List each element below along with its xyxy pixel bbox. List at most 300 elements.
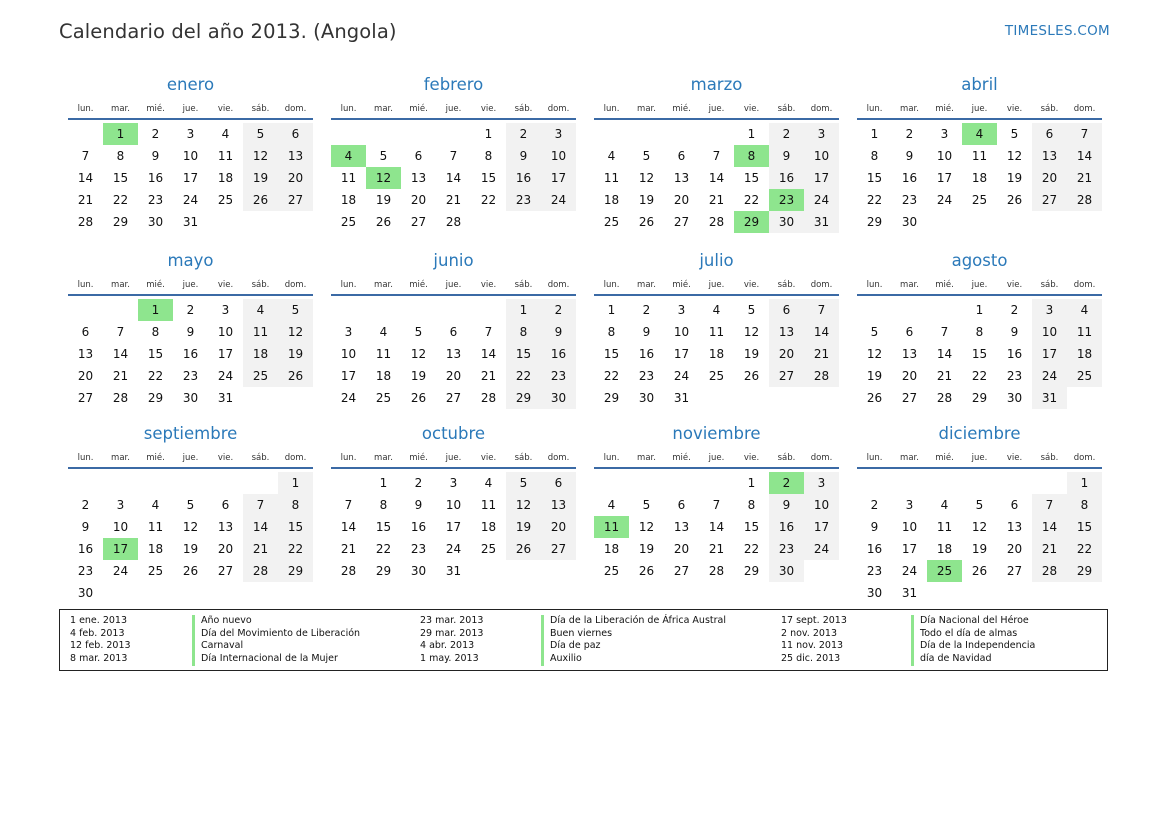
day-cell[interactable]: 14 — [112, 347, 129, 361]
day-cell[interactable]: 24 — [1032, 365, 1067, 387]
day-cell[interactable]: 10 — [804, 494, 839, 516]
day-cell[interactable]: 23 — [769, 538, 804, 560]
day-cell[interactable]: 17 — [541, 167, 576, 189]
day-cell[interactable]: 14 — [804, 321, 839, 343]
day-cell[interactable]: 23 — [866, 564, 883, 578]
day-cell[interactable]: 3 — [804, 123, 839, 145]
day-cell[interactable]: 11 — [1067, 321, 1102, 343]
holiday-day-cell[interactable]: 12 — [366, 167, 401, 189]
day-cell[interactable]: 13 — [278, 145, 313, 167]
day-cell[interactable]: 18 — [480, 520, 497, 534]
day-cell[interactable]: 30 — [410, 564, 427, 578]
day-cell[interactable]: 11 — [340, 171, 357, 185]
day-cell[interactable]: 20 — [901, 369, 918, 383]
day-cell[interactable]: 21 — [480, 369, 497, 383]
day-cell[interactable]: 31 — [804, 211, 839, 233]
day-cell[interactable]: 15 — [603, 347, 620, 361]
day-cell[interactable]: 27 — [278, 189, 313, 211]
day-cell[interactable]: 23 — [1006, 369, 1023, 383]
day-cell[interactable]: 9 — [151, 149, 160, 163]
day-cell[interactable]: 29 — [1067, 560, 1102, 582]
day-cell[interactable]: 21 — [936, 369, 953, 383]
day-cell[interactable]: 5 — [186, 498, 195, 512]
day-cell[interactable]: 18 — [243, 343, 278, 365]
day-cell[interactable]: 23 — [638, 369, 655, 383]
day-cell[interactable]: 30 — [77, 586, 94, 600]
holiday-day-cell[interactable]: 29 — [734, 211, 769, 233]
day-cell[interactable]: 11 — [708, 325, 725, 339]
day-cell[interactable]: 20 — [410, 193, 427, 207]
day-cell[interactable]: 2 — [541, 299, 576, 321]
day-cell[interactable]: 22 — [743, 193, 760, 207]
holiday-day-cell[interactable]: 23 — [769, 189, 804, 211]
day-cell[interactable]: 8 — [484, 149, 493, 163]
day-cell[interactable]: 5 — [278, 299, 313, 321]
day-cell[interactable]: 10 — [1032, 321, 1067, 343]
day-cell[interactable]: 10 — [541, 145, 576, 167]
day-cell[interactable]: 29 — [866, 215, 883, 229]
day-cell[interactable]: 24 — [901, 564, 918, 578]
day-cell[interactable]: 28 — [77, 215, 94, 229]
day-cell[interactable]: 16 — [182, 347, 199, 361]
day-cell[interactable]: 29 — [743, 564, 760, 578]
day-cell[interactable]: 3 — [449, 476, 458, 490]
day-cell[interactable]: 18 — [971, 171, 988, 185]
day-cell[interactable]: 31 — [1032, 387, 1067, 409]
day-cell[interactable]: 24 — [182, 193, 199, 207]
day-cell[interactable]: 8 — [975, 325, 984, 339]
day-cell[interactable]: 25 — [147, 564, 164, 578]
day-cell[interactable]: 13 — [445, 347, 462, 361]
day-cell[interactable]: 15 — [147, 347, 164, 361]
day-cell[interactable]: 15 — [971, 347, 988, 361]
day-cell[interactable]: 24 — [936, 193, 953, 207]
day-cell[interactable]: 4 — [379, 325, 388, 339]
day-cell[interactable]: 29 — [971, 391, 988, 405]
day-cell[interactable]: 8 — [379, 498, 388, 512]
day-cell[interactable]: 7 — [116, 325, 125, 339]
day-cell[interactable]: 9 — [81, 520, 90, 534]
day-cell[interactable]: 26 — [243, 189, 278, 211]
holiday-day-cell[interactable]: 11 — [594, 516, 629, 538]
day-cell[interactable]: 1 — [975, 303, 984, 317]
day-cell[interactable]: 23 — [506, 189, 541, 211]
day-cell[interactable]: 27 — [1006, 564, 1023, 578]
day-cell[interactable]: 15 — [278, 516, 313, 538]
day-cell[interactable]: 5 — [870, 325, 879, 339]
day-cell[interactable]: 30 — [541, 387, 576, 409]
day-cell[interactable]: 25 — [971, 193, 988, 207]
day-cell[interactable]: 6 — [541, 472, 576, 494]
day-cell[interactable]: 19 — [971, 542, 988, 556]
holiday-day-cell[interactable]: 2 — [769, 472, 804, 494]
day-cell[interactable]: 21 — [243, 538, 278, 560]
day-cell[interactable]: 27 — [1032, 189, 1067, 211]
holiday-day-cell[interactable]: 4 — [962, 123, 997, 145]
day-cell[interactable]: 4 — [607, 149, 616, 163]
day-cell[interactable]: 7 — [712, 498, 721, 512]
day-cell[interactable]: 5 — [975, 498, 984, 512]
day-cell[interactable]: 18 — [603, 542, 620, 556]
day-cell[interactable]: 27 — [769, 365, 804, 387]
day-cell[interactable]: 11 — [603, 171, 620, 185]
day-cell[interactable]: 15 — [506, 343, 541, 365]
day-cell[interactable]: 9 — [905, 149, 914, 163]
day-cell[interactable]: 16 — [410, 520, 427, 534]
day-cell[interactable]: 12 — [182, 520, 199, 534]
day-cell[interactable]: 17 — [182, 171, 199, 185]
day-cell[interactable]: 19 — [638, 193, 655, 207]
day-cell[interactable]: 20 — [673, 193, 690, 207]
day-cell[interactable]: 11 — [480, 498, 497, 512]
day-cell[interactable]: 18 — [147, 542, 164, 556]
day-cell[interactable]: 18 — [603, 193, 620, 207]
day-cell[interactable]: 13 — [901, 347, 918, 361]
day-cell[interactable]: 22 — [1067, 538, 1102, 560]
day-cell[interactable]: 21 — [1032, 538, 1067, 560]
day-cell[interactable]: 2 — [81, 498, 90, 512]
day-cell[interactable]: 1 — [747, 127, 756, 141]
day-cell[interactable]: 29 — [506, 387, 541, 409]
day-cell[interactable]: 1 — [1067, 472, 1102, 494]
day-cell[interactable]: 23 — [147, 193, 164, 207]
day-cell[interactable]: 1 — [379, 476, 388, 490]
day-cell[interactable]: 28 — [243, 560, 278, 582]
day-cell[interactable]: 29 — [112, 215, 129, 229]
day-cell[interactable]: 8 — [747, 498, 756, 512]
day-cell[interactable]: 21 — [708, 542, 725, 556]
day-cell[interactable]: 15 — [743, 520, 760, 534]
day-cell[interactable]: 13 — [541, 494, 576, 516]
day-cell[interactable]: 11 — [217, 149, 234, 163]
day-cell[interactable]: 16 — [769, 167, 804, 189]
day-cell[interactable]: 22 — [112, 193, 129, 207]
day-cell[interactable]: 31 — [445, 564, 462, 578]
day-cell[interactable]: 3 — [116, 498, 125, 512]
day-cell[interactable]: 2 — [506, 123, 541, 145]
day-cell[interactable]: 2 — [151, 127, 160, 141]
day-cell[interactable]: 13 — [673, 171, 690, 185]
day-cell[interactable]: 7 — [804, 299, 839, 321]
day-cell[interactable]: 6 — [221, 498, 230, 512]
day-cell[interactable]: 13 — [77, 347, 94, 361]
day-cell[interactable]: 26 — [506, 538, 541, 560]
day-cell[interactable]: 21 — [804, 343, 839, 365]
day-cell[interactable]: 20 — [769, 343, 804, 365]
day-cell[interactable]: 30 — [769, 211, 804, 233]
day-cell[interactable]: 31 — [673, 391, 690, 405]
day-cell[interactable]: 10 — [673, 325, 690, 339]
day-cell[interactable]: 6 — [1010, 498, 1019, 512]
day-cell[interactable]: 14 — [340, 520, 357, 534]
day-cell[interactable]: 4 — [151, 498, 160, 512]
day-cell[interactable]: 28 — [1032, 560, 1067, 582]
day-cell[interactable]: 12 — [243, 145, 278, 167]
day-cell[interactable]: 6 — [81, 325, 90, 339]
day-cell[interactable]: 4 — [221, 127, 230, 141]
day-cell[interactable]: 30 — [866, 586, 883, 600]
day-cell[interactable]: 26 — [278, 365, 313, 387]
day-cell[interactable]: 15 — [866, 171, 883, 185]
day-cell[interactable]: 20 — [278, 167, 313, 189]
day-cell[interactable]: 27 — [217, 564, 234, 578]
day-cell[interactable]: 4 — [243, 299, 278, 321]
day-cell[interactable]: 22 — [743, 542, 760, 556]
day-cell[interactable]: 19 — [743, 347, 760, 361]
day-cell[interactable]: 12 — [278, 321, 313, 343]
day-cell[interactable]: 5 — [1010, 127, 1019, 141]
day-cell[interactable]: 1 — [747, 476, 756, 490]
day-cell[interactable]: 15 — [112, 171, 129, 185]
day-cell[interactable]: 29 — [147, 391, 164, 405]
day-cell[interactable]: 26 — [410, 391, 427, 405]
day-cell[interactable]: 23 — [901, 193, 918, 207]
day-cell[interactable]: 19 — [243, 167, 278, 189]
day-cell[interactable]: 7 — [449, 149, 458, 163]
day-cell[interactable]: 9 — [870, 520, 879, 534]
day-cell[interactable]: 22 — [603, 369, 620, 383]
day-cell[interactable]: 20 — [1032, 167, 1067, 189]
day-cell[interactable]: 31 — [217, 391, 234, 405]
day-cell[interactable]: 28 — [708, 564, 725, 578]
day-cell[interactable]: 26 — [638, 564, 655, 578]
day-cell[interactable]: 13 — [1032, 145, 1067, 167]
day-cell[interactable]: 31 — [182, 215, 199, 229]
day-cell[interactable]: 30 — [769, 560, 804, 582]
holiday-day-cell[interactable]: 1 — [103, 123, 138, 145]
day-cell[interactable]: 11 — [375, 347, 392, 361]
day-cell[interactable]: 9 — [186, 325, 195, 339]
day-cell[interactable]: 4 — [1067, 299, 1102, 321]
day-cell[interactable]: 21 — [708, 193, 725, 207]
day-cell[interactable]: 18 — [375, 369, 392, 383]
day-cell[interactable]: 30 — [1006, 391, 1023, 405]
day-cell[interactable]: 24 — [673, 369, 690, 383]
day-cell[interactable]: 30 — [901, 215, 918, 229]
day-cell[interactable]: 19 — [182, 542, 199, 556]
day-cell[interactable]: 20 — [541, 516, 576, 538]
day-cell[interactable]: 7 — [484, 325, 493, 339]
day-cell[interactable]: 26 — [375, 215, 392, 229]
day-cell[interactable]: 17 — [936, 171, 953, 185]
day-cell[interactable]: 6 — [677, 149, 686, 163]
day-cell[interactable]: 12 — [743, 325, 760, 339]
day-cell[interactable]: 17 — [804, 516, 839, 538]
day-cell[interactable]: 5 — [642, 149, 651, 163]
day-cell[interactable]: 8 — [607, 325, 616, 339]
day-cell[interactable]: 14 — [243, 516, 278, 538]
day-cell[interactable]: 3 — [186, 127, 195, 141]
day-cell[interactable]: 4 — [712, 303, 721, 317]
day-cell[interactable]: 30 — [638, 391, 655, 405]
day-cell[interactable]: 25 — [243, 365, 278, 387]
day-cell[interactable]: 29 — [603, 391, 620, 405]
day-cell[interactable]: 6 — [905, 325, 914, 339]
day-cell[interactable]: 3 — [804, 472, 839, 494]
day-cell[interactable]: 25 — [375, 391, 392, 405]
day-cell[interactable]: 6 — [769, 299, 804, 321]
day-cell[interactable]: 22 — [866, 193, 883, 207]
day-cell[interactable]: 9 — [769, 494, 804, 516]
day-cell[interactable]: 16 — [77, 542, 94, 556]
day-cell[interactable]: 17 — [217, 347, 234, 361]
day-cell[interactable]: 10 — [936, 149, 953, 163]
day-cell[interactable]: 28 — [708, 215, 725, 229]
day-cell[interactable]: 9 — [1010, 325, 1019, 339]
day-cell[interactable]: 20 — [77, 369, 94, 383]
day-cell[interactable]: 10 — [217, 325, 234, 339]
day-cell[interactable]: 5 — [506, 472, 541, 494]
day-cell[interactable]: 18 — [217, 171, 234, 185]
day-cell[interactable]: 7 — [1067, 123, 1102, 145]
day-cell[interactable]: 10 — [112, 520, 129, 534]
day-cell[interactable]: 20 — [673, 542, 690, 556]
day-cell[interactable]: 3 — [940, 127, 949, 141]
day-cell[interactable]: 18 — [1067, 343, 1102, 365]
day-cell[interactable]: 16 — [1006, 347, 1023, 361]
day-cell[interactable]: 8 — [151, 325, 160, 339]
day-cell[interactable]: 1 — [278, 472, 313, 494]
day-cell[interactable]: 22 — [480, 193, 497, 207]
day-cell[interactable]: 19 — [506, 516, 541, 538]
day-cell[interactable]: 29 — [375, 564, 392, 578]
day-cell[interactable]: 3 — [221, 303, 230, 317]
day-cell[interactable]: 17 — [1032, 343, 1067, 365]
day-cell[interactable]: 14 — [708, 520, 725, 534]
day-cell[interactable]: 12 — [1006, 149, 1023, 163]
holiday-day-cell[interactable]: 25 — [927, 560, 962, 582]
day-cell[interactable]: 25 — [708, 369, 725, 383]
day-cell[interactable]: 19 — [410, 369, 427, 383]
day-cell[interactable]: 9 — [769, 145, 804, 167]
day-cell[interactable]: 24 — [217, 369, 234, 383]
day-cell[interactable]: 24 — [541, 189, 576, 211]
day-cell[interactable]: 14 — [708, 171, 725, 185]
day-cell[interactable]: 27 — [673, 215, 690, 229]
day-cell[interactable]: 21 — [112, 369, 129, 383]
day-cell[interactable]: 28 — [340, 564, 357, 578]
day-cell[interactable]: 30 — [147, 215, 164, 229]
day-cell[interactable]: 3 — [905, 498, 914, 512]
day-cell[interactable]: 3 — [344, 325, 353, 339]
day-cell[interactable]: 20 — [445, 369, 462, 383]
day-cell[interactable]: 5 — [379, 149, 388, 163]
day-cell[interactable]: 28 — [480, 391, 497, 405]
day-cell[interactable]: 14 — [1032, 516, 1067, 538]
day-cell[interactable]: 19 — [278, 343, 313, 365]
day-cell[interactable]: 20 — [1006, 542, 1023, 556]
day-cell[interactable]: 12 — [410, 347, 427, 361]
day-cell[interactable]: 19 — [375, 193, 392, 207]
day-cell[interactable]: 29 — [278, 560, 313, 582]
day-cell[interactable]: 13 — [410, 171, 427, 185]
day-cell[interactable]: 26 — [638, 215, 655, 229]
day-cell[interactable]: 4 — [484, 476, 493, 490]
day-cell[interactable]: 26 — [1006, 193, 1023, 207]
day-cell[interactable]: 28 — [1067, 189, 1102, 211]
day-cell[interactable]: 23 — [410, 542, 427, 556]
day-cell[interactable]: 2 — [186, 303, 195, 317]
day-cell[interactable]: 13 — [217, 520, 234, 534]
day-cell[interactable]: 25 — [340, 215, 357, 229]
day-cell[interactable]: 26 — [182, 564, 199, 578]
day-cell[interactable]: 5 — [414, 325, 423, 339]
day-cell[interactable]: 12 — [506, 494, 541, 516]
day-cell[interactable]: 22 — [971, 369, 988, 383]
day-cell[interactable]: 20 — [217, 542, 234, 556]
day-cell[interactable]: 6 — [414, 149, 423, 163]
day-cell[interactable]: 26 — [743, 369, 760, 383]
day-cell[interactable]: 22 — [506, 365, 541, 387]
day-cell[interactable]: 21 — [77, 193, 94, 207]
day-cell[interactable]: 24 — [804, 538, 839, 560]
day-cell[interactable]: 10 — [445, 498, 462, 512]
day-cell[interactable]: 22 — [375, 542, 392, 556]
day-cell[interactable]: 2 — [870, 498, 879, 512]
day-cell[interactable]: 7 — [344, 498, 353, 512]
day-cell[interactable]: 11 — [243, 321, 278, 343]
day-cell[interactable]: 8 — [1067, 494, 1102, 516]
day-cell[interactable]: 7 — [940, 325, 949, 339]
day-cell[interactable]: 2 — [1010, 303, 1019, 317]
day-cell[interactable]: 16 — [901, 171, 918, 185]
day-cell[interactable]: 9 — [541, 321, 576, 343]
day-cell[interactable]: 24 — [445, 542, 462, 556]
day-cell[interactable]: 24 — [804, 189, 839, 211]
day-cell[interactable]: 17 — [673, 347, 690, 361]
day-cell[interactable]: 12 — [971, 520, 988, 534]
day-cell[interactable]: 5 — [747, 303, 756, 317]
day-cell[interactable]: 6 — [677, 498, 686, 512]
day-cell[interactable]: 17 — [901, 542, 918, 556]
day-cell[interactable]: 14 — [480, 347, 497, 361]
day-cell[interactable]: 27 — [673, 564, 690, 578]
day-cell[interactable]: 13 — [673, 520, 690, 534]
day-cell[interactable]: 9 — [642, 325, 651, 339]
day-cell[interactable]: 22 — [278, 538, 313, 560]
day-cell[interactable]: 1 — [607, 303, 616, 317]
day-cell[interactable]: 7 — [243, 494, 278, 516]
day-cell[interactable]: 6 — [449, 325, 458, 339]
day-cell[interactable]: 7 — [712, 149, 721, 163]
holiday-day-cell[interactable]: 4 — [331, 145, 366, 167]
day-cell[interactable]: 8 — [116, 149, 125, 163]
day-cell[interactable]: 27 — [541, 538, 576, 560]
day-cell[interactable]: 27 — [445, 391, 462, 405]
day-cell[interactable]: 4 — [940, 498, 949, 512]
day-cell[interactable]: 19 — [866, 369, 883, 383]
day-cell[interactable]: 2 — [769, 123, 804, 145]
day-cell[interactable]: 16 — [541, 343, 576, 365]
holiday-day-cell[interactable]: 17 — [103, 538, 138, 560]
day-cell[interactable]: 21 — [1067, 167, 1102, 189]
site-logo[interactable]: TIMESLES.COM — [1004, 23, 1110, 39]
day-cell[interactable]: 26 — [866, 391, 883, 405]
day-cell[interactable]: 25 — [480, 542, 497, 556]
day-cell[interactable]: 2 — [642, 303, 651, 317]
day-cell[interactable]: 24 — [112, 564, 129, 578]
day-cell[interactable]: 10 — [182, 149, 199, 163]
day-cell[interactable]: 18 — [340, 193, 357, 207]
day-cell[interactable]: 6 — [1032, 123, 1067, 145]
day-cell[interactable]: 16 — [769, 516, 804, 538]
day-cell[interactable]: 25 — [603, 215, 620, 229]
day-cell[interactable]: 28 — [445, 215, 462, 229]
day-cell[interactable]: 30 — [182, 391, 199, 405]
day-cell[interactable]: 10 — [804, 145, 839, 167]
day-cell[interactable]: 14 — [1067, 145, 1102, 167]
day-cell[interactable]: 8 — [278, 494, 313, 516]
